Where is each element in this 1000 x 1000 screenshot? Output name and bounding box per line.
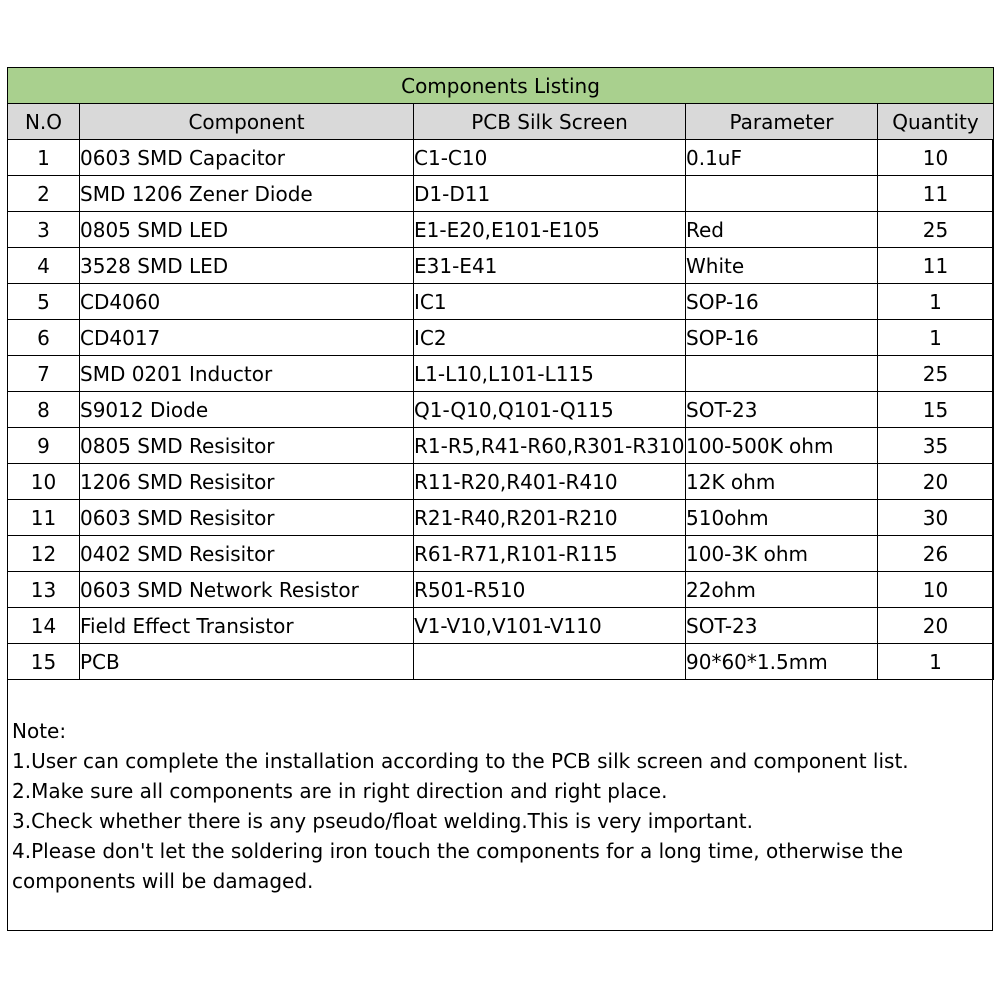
cell-quantity: 25 [878, 212, 994, 248]
cell-quantity: 35 [878, 428, 994, 464]
cell-silk-screen: L1-L10,L101-L115 [414, 356, 686, 392]
cell-quantity: 1 [878, 320, 994, 356]
table-row [8, 248, 994, 284]
table-row [8, 608, 994, 644]
cell-parameter [686, 356, 878, 392]
column-header-parameter: Parameter [686, 104, 878, 140]
table-row [8, 464, 994, 500]
cell-quantity: 1 [878, 284, 994, 320]
components-sheet [7, 67, 993, 931]
table-row [8, 212, 994, 248]
cell-no: 4 [8, 248, 80, 284]
note-section [12, 716, 982, 896]
cell-no: 3 [8, 212, 80, 248]
cell-parameter: 100-500K ohm [686, 428, 878, 464]
cell-no: 6 [8, 320, 80, 356]
cell-parameter: Red [686, 212, 878, 248]
cell-no: 5 [8, 284, 80, 320]
cell-silk-screen: R1-R5,R41-R60,R301-R310 [414, 428, 686, 464]
cell-component: 0603 SMD Network Resistor [80, 572, 414, 608]
cell-component: CD4060 [80, 284, 414, 320]
cell-parameter: SOP-16 [686, 320, 878, 356]
cell-silk-screen: IC2 [414, 320, 686, 356]
column-header-no: N.O [8, 104, 80, 140]
table-row [8, 356, 994, 392]
cell-component: 1206 SMD Resisitor [80, 464, 414, 500]
cell-silk-screen [414, 644, 686, 680]
note-line: 3.Check whether there is any pseudo/float welding.This is very important. [12, 809, 753, 833]
cell-quantity: 20 [878, 608, 994, 644]
cell-no: 7 [8, 356, 80, 392]
cell-no: 14 [8, 608, 80, 644]
cell-no: 12 [8, 536, 80, 572]
cell-parameter: White [686, 248, 878, 284]
table-row [8, 500, 994, 536]
title-row [8, 68, 994, 104]
cell-silk-screen: V1-V10,V101-V110 [414, 608, 686, 644]
cell-component: PCB [80, 644, 414, 680]
table-row [8, 644, 994, 680]
cell-silk-screen: R11-R20,R401-R410 [414, 464, 686, 500]
cell-parameter: 22ohm [686, 572, 878, 608]
table-row [8, 428, 994, 464]
cell-quantity: 15 [878, 392, 994, 428]
cell-quantity: 1 [878, 644, 994, 680]
cell-component: 0805 SMD Resisitor [80, 428, 414, 464]
cell-silk-screen: IC1 [414, 284, 686, 320]
cell-silk-screen: C1-C10 [414, 140, 686, 176]
cell-parameter: 0.1uF [686, 140, 878, 176]
cell-no: 2 [8, 176, 80, 212]
cell-quantity: 10 [878, 572, 994, 608]
column-header-component: Component [80, 104, 414, 140]
cell-no: 1 [8, 140, 80, 176]
cell-silk-screen: R501-R510 [414, 572, 686, 608]
cell-quantity: 11 [878, 176, 994, 212]
cell-parameter: 12K ohm [686, 464, 878, 500]
cell-parameter: SOT-23 [686, 392, 878, 428]
cell-quantity: 30 [878, 500, 994, 536]
cell-quantity: 11 [878, 248, 994, 284]
table-row [8, 536, 994, 572]
cell-quantity: 10 [878, 140, 994, 176]
table-row [8, 572, 994, 608]
table-row [8, 140, 994, 176]
table-row [8, 320, 994, 356]
cell-silk-screen: D1-D11 [414, 176, 686, 212]
cell-component: 0603 SMD Capacitor [80, 140, 414, 176]
header-row [8, 104, 994, 140]
cell-component: CD4017 [80, 320, 414, 356]
cell-no: 8 [8, 392, 80, 428]
table-row [8, 284, 994, 320]
cell-component: Field Effect Transistor [80, 608, 414, 644]
note-line: 2.Make sure all components are in right direction and right place. [12, 779, 668, 803]
components-table [7, 67, 994, 680]
cell-component: 0402 SMD Resisitor [80, 536, 414, 572]
cell-quantity: 20 [878, 464, 994, 500]
cell-silk-screen: R21-R40,R201-R210 [414, 500, 686, 536]
note-line: 1.User can complete the installation according to the PCB silk screen and component list. [12, 749, 909, 773]
table-row [8, 176, 994, 212]
column-header-silk-screen: PCB Silk Screen [414, 104, 686, 140]
table-body [8, 140, 994, 680]
cell-no: 13 [8, 572, 80, 608]
cell-component: 0603 SMD Resisitor [80, 500, 414, 536]
cell-component: 0805 SMD LED [80, 212, 414, 248]
table-row [8, 392, 994, 428]
cell-parameter [686, 176, 878, 212]
cell-silk-screen: E31-E41 [414, 248, 686, 284]
cell-no: 15 [8, 644, 80, 680]
cell-parameter: 510ohm [686, 500, 878, 536]
cell-quantity: 25 [878, 356, 994, 392]
cell-no: 11 [8, 500, 80, 536]
cell-parameter: SOT-23 [686, 608, 878, 644]
cell-no: 10 [8, 464, 80, 500]
cell-component: 3528 SMD LED [80, 248, 414, 284]
cell-quantity: 26 [878, 536, 994, 572]
cell-silk-screen: R61-R71,R101-R115 [414, 536, 686, 572]
note-line: 4.Please don't let the soldering iron touch the components for a long time, otherwise the components will be damaged. [12, 839, 904, 893]
cell-parameter: 90*60*1.5mm [686, 644, 878, 680]
cell-parameter: SOP-16 [686, 284, 878, 320]
cell-component: SMD 0201 Inductor [80, 356, 414, 392]
cell-silk-screen: Q1-Q10,Q101-Q115 [414, 392, 686, 428]
cell-component: SMD 1206 Zener Diode [80, 176, 414, 212]
note-heading: Note: [12, 719, 67, 743]
cell-component: S9012 Diode [80, 392, 414, 428]
cell-parameter: 100-3K ohm [686, 536, 878, 572]
cell-no: 9 [8, 428, 80, 464]
column-header-quantity: Quantity [878, 104, 994, 140]
table-title: Components Listing [8, 68, 994, 104]
cell-silk-screen: E1-E20,E101-E105 [414, 212, 686, 248]
